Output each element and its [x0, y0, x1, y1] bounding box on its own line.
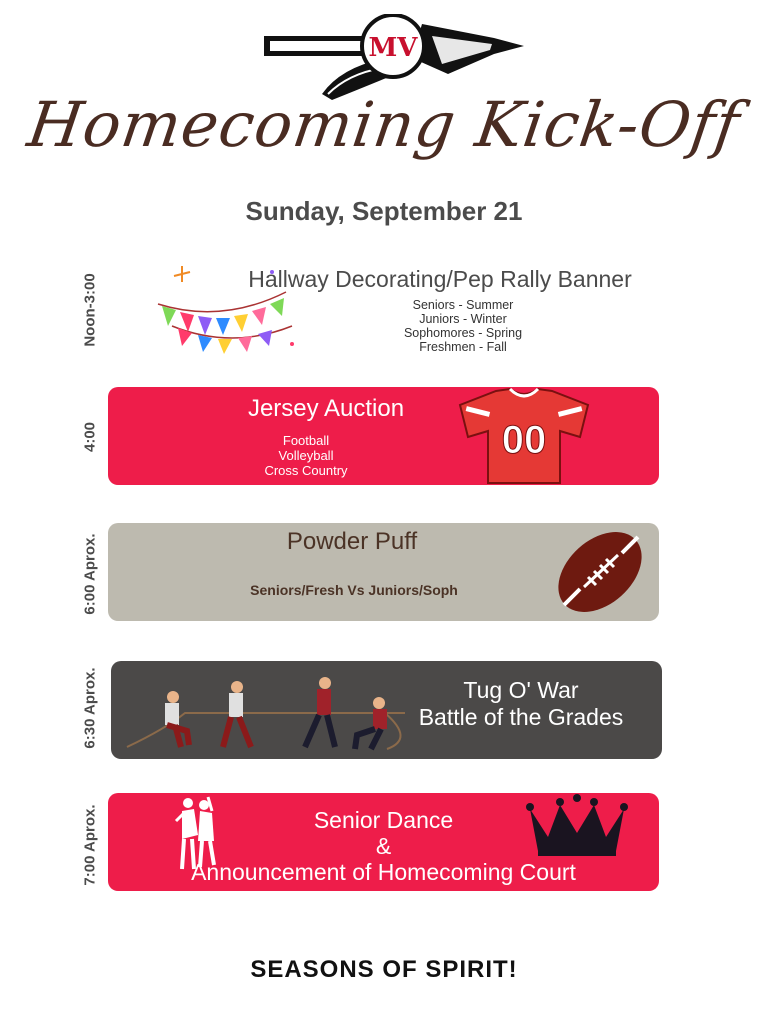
tug-of-war-card — [111, 661, 662, 759]
hallway-title: Hallway Decorating/Pep Rally Banner — [248, 266, 632, 292]
tug-of-war-line1: Tug O' War — [463, 677, 579, 703]
football-icon — [552, 525, 648, 619]
time-4: 4:00 — [81, 421, 99, 453]
time-7: 7:00 Aprox. — [81, 804, 99, 886]
senior-dance-line3: Announcement of Homecoming Court — [191, 859, 576, 885]
detail-freshmen: Freshmen - Fall — [419, 340, 507, 354]
time-noon: Noon-3:00 — [81, 273, 99, 347]
powder-puff-card — [108, 523, 659, 621]
senior-dance-title — [128, 807, 639, 885]
page-title: Homecoming Kick-Off — [23, 88, 745, 161]
time-630: 6:30 Aprox. — [81, 667, 99, 749]
detail-seniors: Seniors - Summer — [412, 298, 514, 312]
senior-dance-card — [108, 793, 659, 891]
jersey-auction-card — [108, 387, 659, 485]
jersey-icon — [456, 387, 592, 485]
time-6: 6:00 Aprox. — [81, 533, 99, 615]
senior-dance-line2: & — [375, 833, 392, 859]
jersey-number: 00 — [501, 418, 547, 462]
tug-of-war-icon — [125, 669, 407, 753]
detail-sophomores: Sophomores - Spring — [403, 326, 523, 340]
detail-volleyball: Volleyball — [278, 448, 334, 463]
tug-of-war-title — [391, 677, 651, 731]
powder-puff-title: Powder Puff — [286, 528, 418, 555]
event-date: Sunday, September 21 — [245, 196, 523, 226]
tug-of-war-line2: Battle of the Grades — [418, 704, 624, 730]
senior-dance-line1: Senior Dance — [313, 807, 454, 833]
detail-football: Football — [282, 433, 330, 448]
detail-cross-country: Cross Country — [264, 463, 348, 478]
footer-slogan: SEASONS OF SPIRIT! — [250, 956, 518, 983]
jersey-auction-details — [248, 433, 364, 478]
jersey-auction-title: Jersey Auction — [247, 395, 405, 422]
powder-puff-matchup: Seniors/Fresh Vs Juniors/Soph — [250, 582, 458, 598]
hallway-details — [360, 298, 566, 354]
logo-text: MV — [368, 33, 418, 63]
detail-juniors: Juniors - Winter — [419, 312, 507, 326]
